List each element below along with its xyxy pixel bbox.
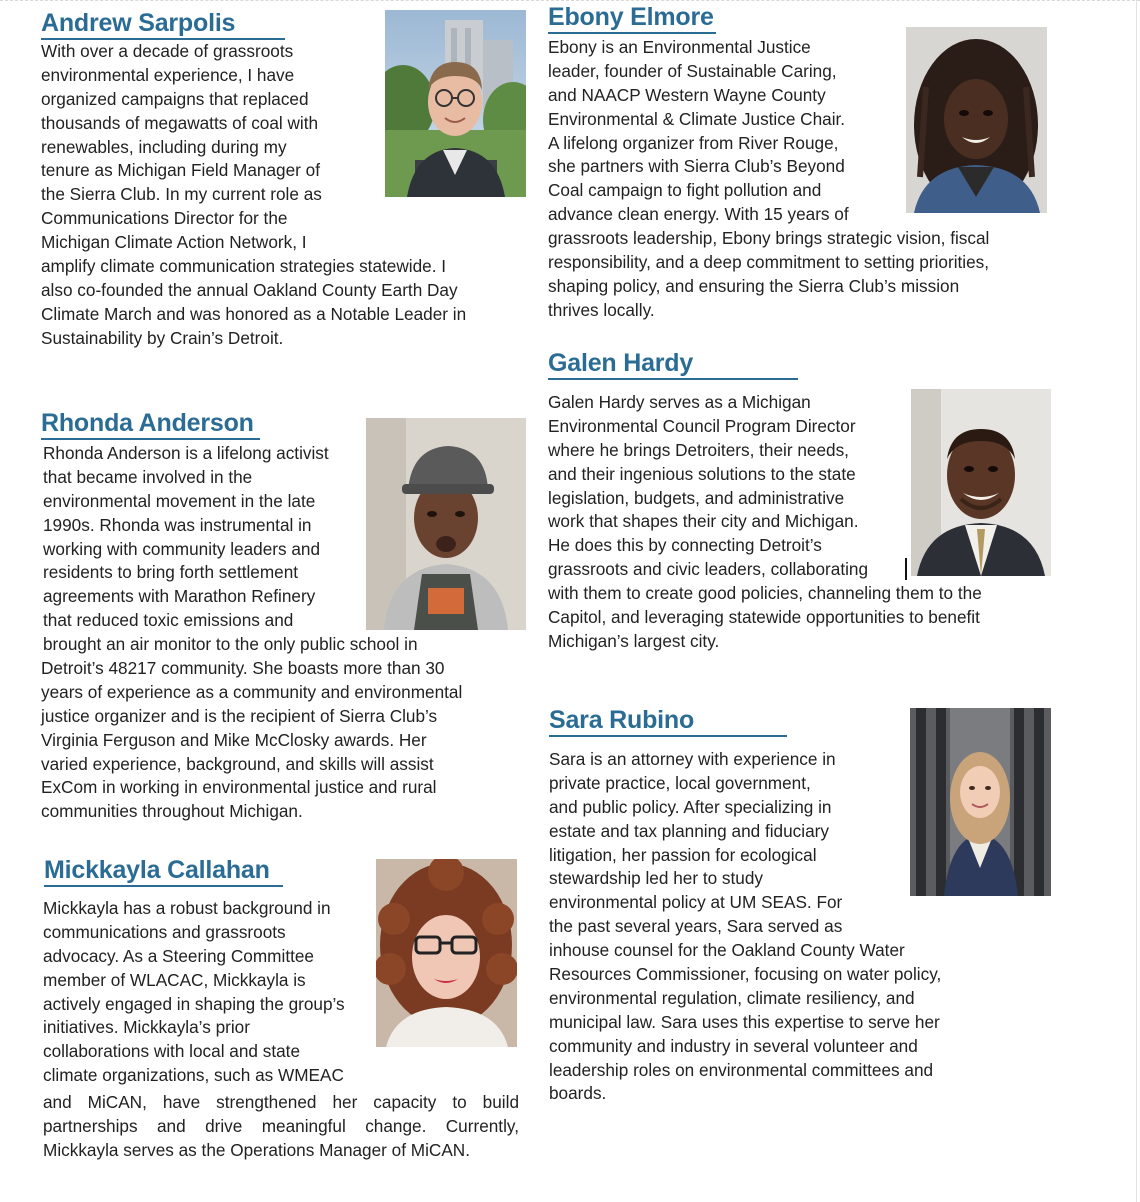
- sara-rubino-bio: [549, 748, 1049, 1106]
- bio-line: Environmental & Climate Justice Chair.: [548, 108, 846, 129]
- bio-line: she partners with Sierra Club’s Beyond: [548, 156, 845, 177]
- bio-line: initiatives. Mickkayla’s prior: [43, 1017, 250, 1038]
- bio-line: work that shapes their city and Michigan.: [548, 511, 859, 532]
- bio-line: Capitol, and leveraging statewide opportunities to benefit: [548, 607, 980, 628]
- bio-line: also co-founded the annual Oakland County Earth Day: [41, 279, 458, 300]
- mickkayla-callahan-bio-justified: [43, 1091, 519, 1163]
- bio-line: environmental movement in the late: [43, 490, 316, 511]
- bio-line: Climate March and was honored as a Notable Leader in: [41, 303, 467, 324]
- andrew-sarpolis-bio: [41, 40, 521, 351]
- bio-line: actively engaged in shaping the group’s: [43, 993, 345, 1014]
- andrew-sarpolis-name: Andrew Sarpolis: [41, 8, 285, 40]
- bio-line: thrives locally.: [548, 299, 655, 320]
- bio-line: Ebony is an Environmental Justice: [548, 37, 811, 57]
- bio-line: advocacy. As a Steering Committee: [43, 945, 314, 966]
- bio-line: varied experience, background, and skills will assist: [41, 753, 434, 774]
- bio-line: leader, founder of Sustainable Caring,: [548, 60, 837, 81]
- ebony-elmore-bio: [548, 36, 1048, 323]
- bio-line: partnerships and drive meaningful change. Currently,: [43, 1115, 519, 1136]
- bio-line: with them to create good policies, channeling them to the: [548, 583, 982, 604]
- bio-line: environmental regulation, climate resiliency, and: [549, 987, 915, 1008]
- page-right-border: [1136, 0, 1137, 1202]
- bio-line: He does this by connecting Detroit’s: [548, 535, 822, 556]
- bio-line: estate and tax planning and fiduciary: [549, 820, 829, 841]
- bio-line: Rhonda Anderson is a lifelong activist: [43, 443, 329, 463]
- bio-line: responsibility, and a deep commitment to setting priorities,: [548, 252, 990, 273]
- bio-line: tenure as Michigan Field Manager of: [41, 160, 320, 181]
- bio-line: inhouse counsel for the Oakland County Water: [549, 940, 905, 961]
- bio-line: the Sierra Club. In my current role as: [41, 184, 322, 205]
- ebony-elmore-name: Ebony Elmore: [548, 2, 716, 34]
- bio-line: stewardship led her to study: [549, 868, 764, 889]
- bio-line: private practice, local government,: [549, 772, 811, 793]
- galen-hardy-bio: [548, 391, 1048, 654]
- bio-line: justice organizer and is the recipient of Sierra Club’s: [41, 705, 438, 726]
- bio-line: and their ingenious solutions to the state: [548, 463, 856, 484]
- bio-line: legislation, budgets, and administrative: [548, 487, 845, 508]
- bio-line: renewables, including during my: [41, 136, 287, 157]
- bio-line: brought an air monitor to the only public school in: [43, 634, 418, 655]
- bio-line: that reduced toxic emissions and: [43, 610, 294, 631]
- bio-line: grassroots and civic leaders, collaborating: [548, 559, 869, 580]
- bio-line: Environmental Council Program Director: [548, 415, 856, 436]
- galen-hardy-name: Galen Hardy: [548, 348, 798, 380]
- rhonda-anderson-name: Rhonda Anderson: [41, 408, 260, 440]
- bio-line: community and industry in several volunteer and: [549, 1035, 918, 1056]
- bio-line: and NAACP Western Wayne County: [548, 84, 826, 105]
- bio-line: Galen Hardy serves as a Michigan: [548, 392, 811, 412]
- bio-line: Mickkayla serves as the Operations Manager of MiCAN.: [43, 1139, 470, 1160]
- mickkayla-callahan-name: Mickkayla Callahan: [44, 855, 283, 887]
- bio-line: ExCom in working in environmental justice and rural: [41, 777, 437, 798]
- bio-line: environmental policy at UM SEAS. For: [549, 892, 843, 913]
- rhonda-anderson-bio: [41, 442, 521, 824]
- text-cursor: [905, 558, 907, 580]
- bio-line: Resources Commissioner, focusing on water policy,: [549, 964, 942, 985]
- bio-line: agreements with Marathon Refinery: [43, 586, 316, 607]
- bio-line: environmental experience, I have: [41, 64, 295, 85]
- bio-line: Michigan Climate Action Network, I: [41, 232, 307, 253]
- bio-line: working with community leaders and: [43, 538, 321, 559]
- bio-line: and public policy. After specializing in: [549, 796, 832, 817]
- bio-line: amplify climate communication strategies statewide. I: [41, 256, 447, 277]
- bio-line: boards.: [549, 1083, 607, 1104]
- bio-line: organized campaigns that replaced: [41, 88, 309, 109]
- bio-line: climate organizations, such as WMEAC: [43, 1065, 344, 1086]
- bio-line: leadership roles on environmental committees and: [549, 1059, 934, 1080]
- bio-line: Mickkayla has a robust background in: [43, 898, 331, 918]
- bio-line: shaping policy, and ensuring the Sierra Club’s mission: [548, 275, 960, 296]
- bio-line: Sustainability by Crain’s Detroit.: [41, 327, 284, 348]
- bio-line: residents to bring forth settlement: [43, 562, 299, 583]
- bio-line: Virginia Ferguson and Mike McClosky awards. Her: [41, 729, 427, 750]
- bio-line: where he brings Detroiters, their needs,: [548, 439, 849, 460]
- bio-line: advance clean energy. With 15 years of: [548, 204, 849, 225]
- bio-line: municipal law. Sara uses this expertise to serve her: [549, 1011, 940, 1032]
- bio-line: Sara is an attorney with experience in: [549, 749, 836, 769]
- bio-line: collaborations with local and state: [43, 1041, 301, 1062]
- bio-line: years of experience as a community and environmental: [41, 681, 463, 702]
- bio-line: Detroit’s 48217 community. She boasts more than 30: [41, 658, 445, 679]
- bio-line: Coal campaign to fight pollution and: [548, 180, 822, 201]
- bio-line: communications and grassroots: [43, 921, 286, 942]
- bio-line: thousands of megawatts of coal with: [41, 112, 319, 133]
- bio-line: that became involved in the: [43, 466, 253, 487]
- sara-rubino-name: Sara Rubino: [549, 705, 787, 737]
- bio-line: grassroots leadership, Ebony brings strategic vision, fiscal: [548, 228, 990, 249]
- bio-line: Michigan’s largest city.: [548, 630, 720, 651]
- bio-line: communities throughout Michigan.: [41, 801, 303, 822]
- bio-line: With over a decade of grassroots: [41, 41, 294, 61]
- bio-line: litigation, her passion for ecological: [549, 844, 817, 865]
- mickkayla-callahan-bio: [43, 897, 519, 1088]
- bio-line: and MiCAN, have strengthened her capacity to build: [43, 1092, 519, 1112]
- bio-line: 1990s. Rhonda was instrumental in: [43, 514, 312, 535]
- bio-line: Communications Director for the: [41, 208, 288, 229]
- bio-line: the past several years, Sara served as: [549, 916, 843, 937]
- bio-line: member of WLACAC, Mickkayla is: [43, 969, 306, 990]
- bio-line: A lifelong organizer from River Rouge,: [548, 132, 839, 153]
